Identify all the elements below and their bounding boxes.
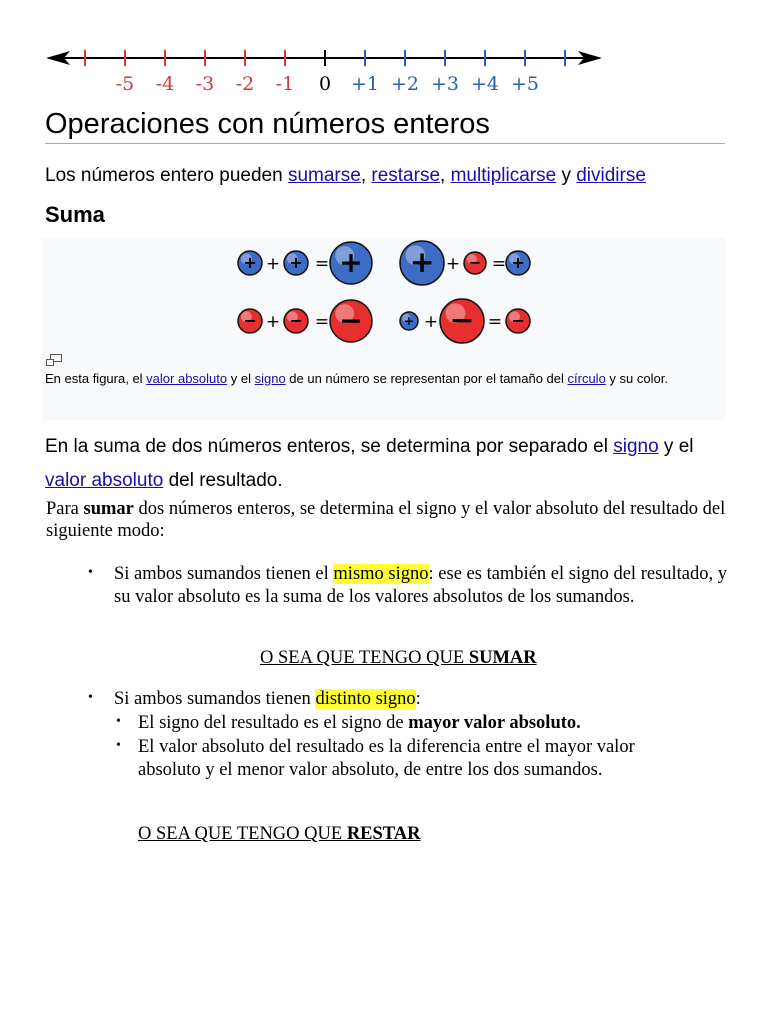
paragraph-text: En la suma de dos números enteros, se determina por separado el xyxy=(45,436,614,457)
tick-label: +5 xyxy=(510,73,540,95)
plus-operator: + xyxy=(423,312,439,332)
sub-bullet-sign xyxy=(138,712,738,735)
svg-text:−: − xyxy=(449,303,475,339)
bullet-text: : ese es también el signo del resultado, y su valor absoluto es la suma de los valores absolutos de los sumandos. xyxy=(114,564,728,607)
plus-operator: + xyxy=(445,254,461,274)
link-signo[interactable]: signo xyxy=(254,371,286,386)
negative-circle xyxy=(506,309,530,333)
paragraph-text: y el xyxy=(658,436,694,457)
highlighted-term: distinto signo xyxy=(315,689,416,709)
paragraph-text: del resultado. xyxy=(163,470,283,491)
svg-text:+: + xyxy=(339,245,363,279)
highlighted-term: mismo signo xyxy=(333,564,429,584)
title-divider xyxy=(45,143,725,144)
tick-label: +2 xyxy=(390,73,420,95)
section-title-suma: Suma xyxy=(45,202,105,227)
conclusion-text: O SEA QUE TENGO QUE xyxy=(260,648,469,668)
tick-label: -4 xyxy=(155,73,175,95)
paragraph-text: Para xyxy=(46,499,84,519)
bold-term: mayor valor absoluto. xyxy=(408,713,581,733)
caption-text: En esta figura, el xyxy=(45,371,147,386)
equals-operator: = xyxy=(487,312,503,332)
intro-separator: , xyxy=(360,165,372,186)
bullet-marker: • xyxy=(88,565,93,580)
bullet-text: El signo del resultado es el signo de xyxy=(138,713,409,733)
plus-operator: + xyxy=(265,254,281,274)
caption-text: y su color. xyxy=(605,371,668,386)
intro-text xyxy=(45,165,646,187)
conclusion-keyword: RESTAR xyxy=(346,824,421,844)
intro-prefix: Los números entero pueden xyxy=(45,165,288,186)
link-dividirse[interactable]: dividirse xyxy=(576,165,646,186)
tick-label: -2 xyxy=(235,73,255,95)
conclusion-sumar xyxy=(260,648,537,669)
positive-circle xyxy=(284,251,308,275)
caption-text: y el xyxy=(227,371,255,386)
svg-text:+: + xyxy=(403,313,415,328)
tick-label: -3 xyxy=(195,73,215,95)
tick-label: +1 xyxy=(350,73,380,95)
bullet-different-sign xyxy=(114,688,734,711)
bullet-text: Si ambos sumandos tienen xyxy=(114,689,316,709)
intro-separator: , xyxy=(440,165,451,186)
sub-bullet-marker: • xyxy=(116,714,121,729)
negative-circle xyxy=(330,300,372,342)
enlarge-icon[interactable] xyxy=(46,354,62,366)
link-sumarse[interactable]: sumarse xyxy=(287,165,361,186)
negative-circle xyxy=(238,309,262,333)
tick-label: 0 xyxy=(318,73,332,95)
sum-paragraph xyxy=(45,430,735,498)
page-title: Operaciones con números enteros xyxy=(45,108,490,140)
figure-caption xyxy=(45,368,720,389)
positive-circle xyxy=(238,251,262,275)
intro-separator: y xyxy=(556,165,577,186)
svg-text:−: − xyxy=(468,253,482,272)
bullet-text: : xyxy=(415,689,421,709)
svg-text:+: + xyxy=(511,253,525,273)
positive-circle xyxy=(506,251,530,275)
conclusion-text: O SEA QUE TENGO QUE xyxy=(138,824,347,844)
svg-text:−: − xyxy=(289,311,303,331)
conclusion-keyword: SUMAR xyxy=(468,648,537,668)
bullet-same-sign xyxy=(114,563,734,609)
svg-text:+: + xyxy=(409,245,435,281)
caption-text: de un número se representan por el tamaño del xyxy=(285,371,568,386)
svg-text:−: − xyxy=(511,311,525,331)
bullet-marker: • xyxy=(88,690,93,705)
svg-text:−: − xyxy=(339,303,363,337)
rule-paragraph xyxy=(46,498,736,542)
negative-circle xyxy=(440,299,484,343)
equals-operator: = xyxy=(491,254,507,274)
link-signo[interactable]: signo xyxy=(613,436,659,457)
plus-operator: + xyxy=(265,312,281,332)
bold-term: sumar xyxy=(83,499,134,519)
tick-label: -1 xyxy=(275,73,295,95)
link-circulo[interactable]: círculo xyxy=(567,371,606,386)
number-line xyxy=(40,38,610,98)
sign-diagram xyxy=(42,238,725,353)
tick-label: +4 xyxy=(470,73,500,95)
conclusion-restar xyxy=(138,824,421,845)
sub-bullet-marker: • xyxy=(116,738,121,753)
tick-label: +3 xyxy=(430,73,460,95)
positive-circle xyxy=(330,242,372,284)
sign-figure xyxy=(42,238,725,420)
svg-text:+: + xyxy=(243,253,257,273)
tick-label: -5 xyxy=(115,73,135,95)
equals-operator: = xyxy=(314,254,330,274)
positive-circle xyxy=(400,312,418,330)
svg-text:−: − xyxy=(243,311,257,331)
equals-operator: = xyxy=(314,312,330,332)
negative-circle xyxy=(464,252,486,274)
positive-circle xyxy=(400,241,444,285)
link-valor-absoluto[interactable]: valor absoluto xyxy=(146,371,228,386)
negative-circle xyxy=(284,309,308,333)
sub-bullet-value: El valor absoluto del resultado es la diferencia entre el mayor valor absoluto y el menor valor absoluto, de entre los dos sumandos. xyxy=(138,737,635,780)
paragraph-text: dos números enteros, se determina el signo y el valor absoluto del resultado del siguiente modo: xyxy=(46,499,726,541)
link-valor-absoluto[interactable]: valor absoluto xyxy=(45,470,164,491)
link-restarse[interactable]: restarse xyxy=(371,165,441,186)
svg-text:+: + xyxy=(289,253,303,273)
link-multiplicarse[interactable]: multiplicarse xyxy=(450,165,557,186)
bullet-text: Si ambos sumandos tienen el xyxy=(114,564,334,584)
